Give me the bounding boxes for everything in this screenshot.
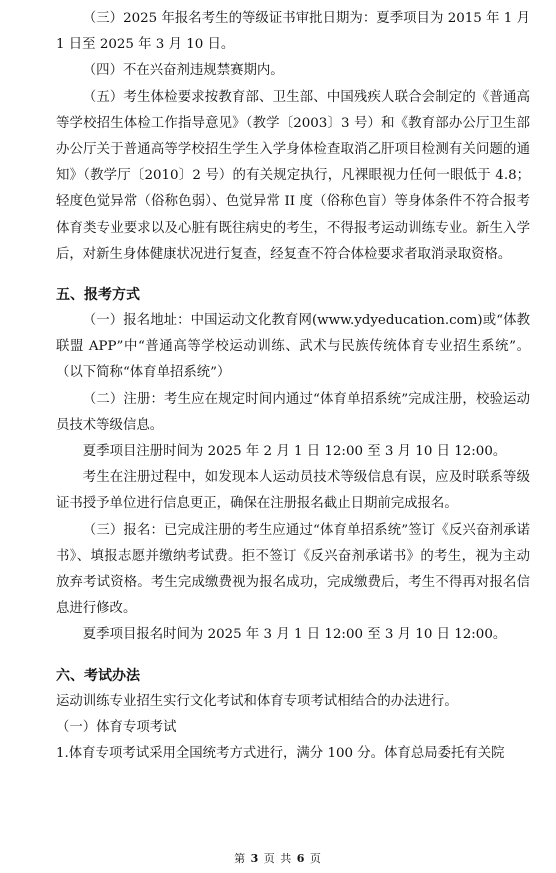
- footer-current-page: 3: [250, 852, 260, 865]
- section-heading-registration-method: 五、报考方式: [56, 287, 140, 304]
- paragraph-signup-time: 夏季项目注册时间为 2025 年 2 月 1 日 12:00 至 3 月 10 日 12:00。: [82, 444, 507, 460]
- paragraph-sports-exam-detail: 1.体育专项考试采用全国统考方式进行，满分 100 分。体育总局委托有关院: [56, 746, 505, 762]
- paragraph-cert-date: （三）2025 年报名考生的等级证书审批日期为：夏季项目为 2015 年 1 月 1 日至 2025 年 3 月 10 日。: [56, 11, 530, 53]
- paragraph-signup-correction: 考生在注册过程中，如发现本人运动员技术等级信息有误，应及时联系等级证书授予单位进行信息更正，确保在注册报名截止日期前完成报名。: [56, 470, 530, 512]
- page-footer: [0, 850, 556, 866]
- footer-suffix: 页: [309, 852, 322, 865]
- paragraph-doping-ban: （四）不在兴奋剂违规禁赛期内。: [82, 63, 284, 79]
- footer-middle: 页 共: [263, 852, 293, 865]
- paragraph-enrollment: （三）报名：已完成注册的考生应通过“体育单招系统”签订《反兴奋剂承诺书》、填报志愿并缴纳考试费。拒不签订《反兴奋剂承诺书》的考生，视为主动放弃考试资格。考生完成缴费视为报名成功，完成缴费后，考生不得再对报名信息进行修改。: [56, 522, 530, 617]
- document-body: [56, 6, 530, 767]
- section-heading-exam-method: 六、考试办法: [56, 667, 140, 684]
- paragraph-sports-exam-title: （一）体育专项考试: [56, 719, 177, 735]
- paragraph-signup: （二）注册：考生应在规定时间内通过“体育单招系统”完成注册，校验运动员技术等级信息。: [56, 391, 530, 433]
- paragraph-enrollment-time: 夏季项目报名时间为 2025 年 3 月 1 日 12:00 至 3 月 10 日 12:00。: [82, 627, 507, 643]
- paragraph-registration-address: （一）报名地址：中国运动文化教育网(www.ydyeducation.com)或“体教联盟 APP”中“普通高等学校运动训练、武术与民族传统体育专业招生系统”。（以下简称“体育单招系统”）: [56, 313, 530, 381]
- footer-total-pages: 6: [296, 852, 306, 865]
- paragraph-health-check: （五）考生体检要求按教育部、卫生部、中国残疾人联合会制定的《普通高等学校招生体检工作指导意见》（教学〔2003〕3 号）和《教育部办公厅卫生部办公厅关于普通高等学校招生学生入学身体检查取消乙肝项目检测有关问题的通知》（教学厅〔2010〕2 号）的有关规定执行，凡裸眼视力任何一眼低于 4.8；轻度色觉异常（俗称色弱）、色觉异常 II 度（俗称色盲）等身体条件不符合报考体育类专业要求以及心脏有既往病史的考生，不得报考运动训练专业。新生入学后，对新生身体健康状况进行复查，经复查不符合体检要求者取消录取资格。: [56, 89, 530, 262]
- footer-prefix: 第: [234, 852, 247, 865]
- paragraph-exam-overview: 运动训练专业招生实行文化考试和体育专项考试相结合的办法进行。: [56, 693, 458, 709]
